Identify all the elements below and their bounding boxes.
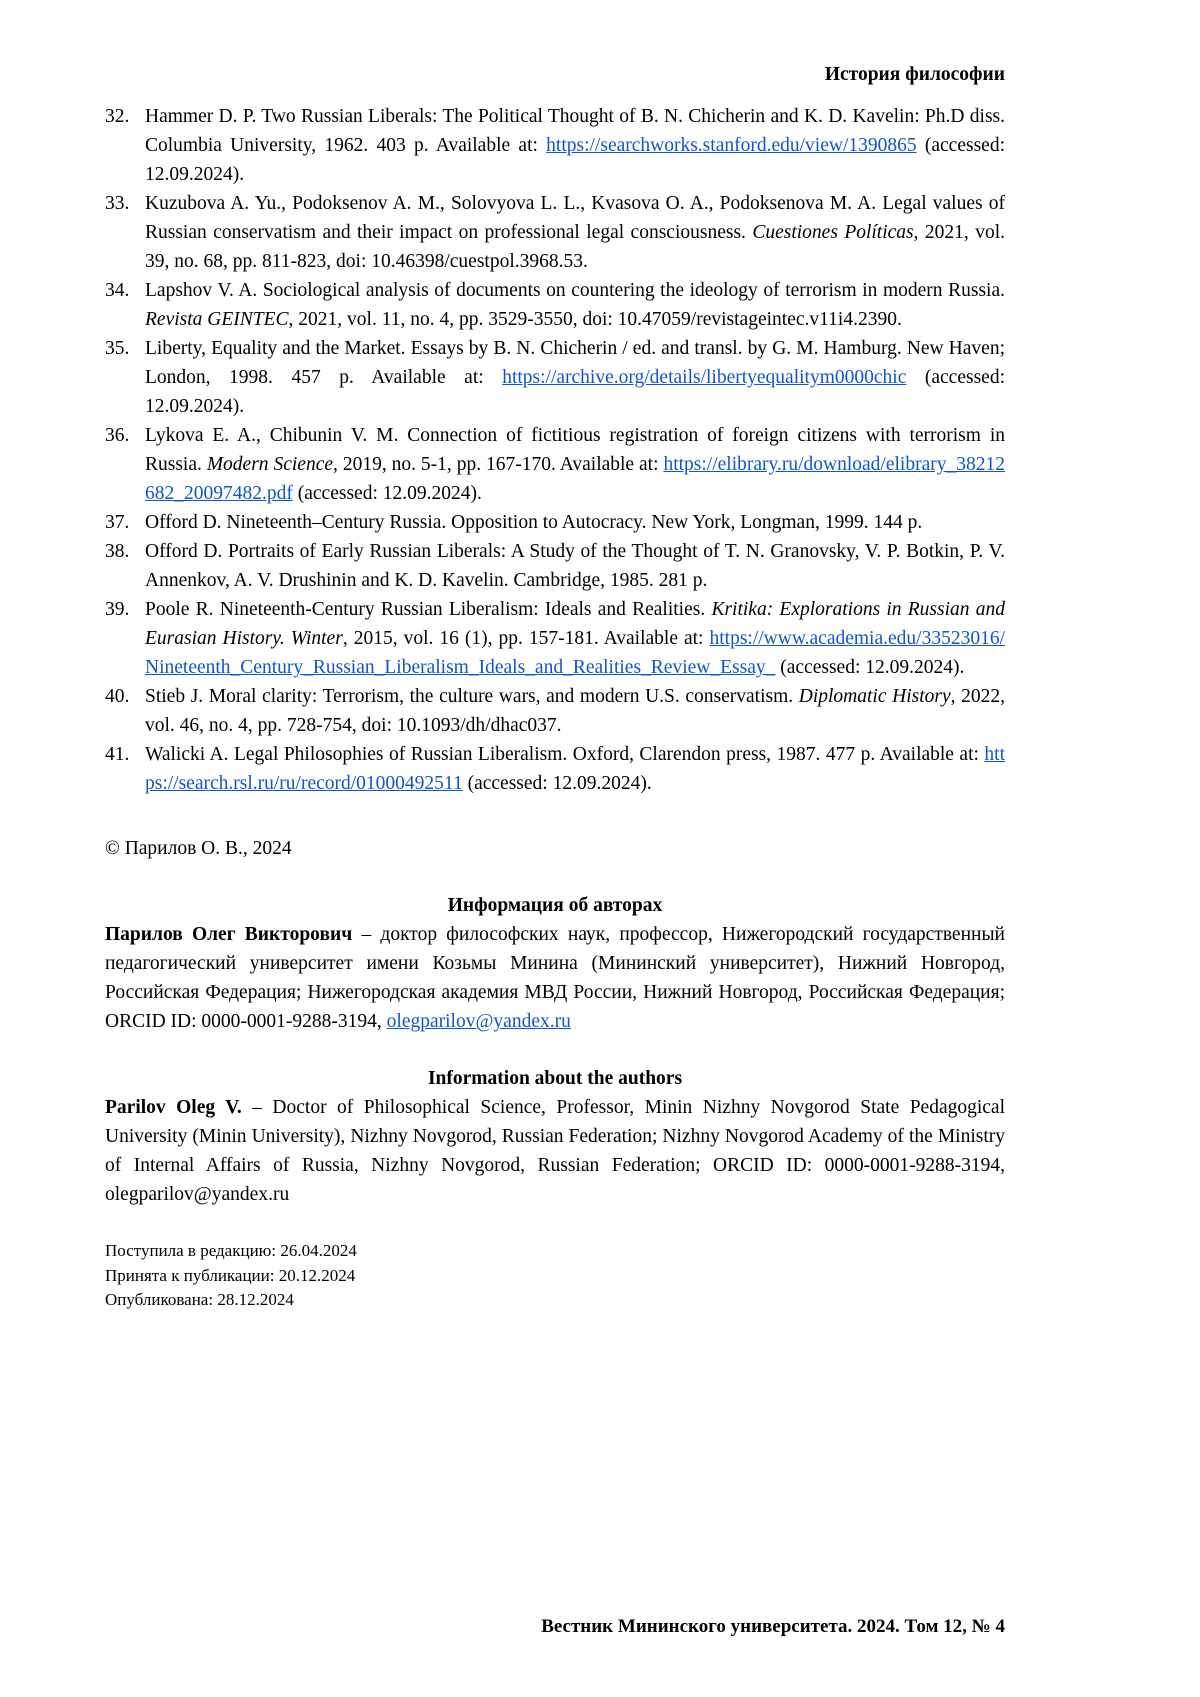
reference-text: (accessed: 12.09.2024). (145, 367, 1005, 417)
journal-title: Revista GEINTEC (145, 309, 289, 330)
reference-link[interactable]: https://archive.org/details/libertyequalitym0000chic (502, 367, 907, 388)
date-received: Поступила в редакцию: 26.04.2024 (105, 1241, 357, 1260)
journal-footer: Вестник Мининского университета. 2024. Том 12, № 4 (541, 1616, 1005, 1637)
reference-text: , 2021, vol. 11, no. 4, pp. 3529-3550, doi: 10.47059/revistageintec.v11i4.2390. (288, 309, 902, 330)
reference-item (105, 276, 1005, 334)
reference-link[interactable]: https://www.academia.edu/33523016/Nineteenth_Century_Russian_Liberalism_Ideals_and_Realities_Review_Essay_ (145, 628, 1005, 678)
author-name-en: Parilov Oleg V. (105, 1097, 242, 1118)
reference-text: Poole R. Nineteenth-Century Russian Liberalism: Ideals and Realities. (145, 599, 712, 620)
reference-item (105, 334, 1005, 421)
reference-link[interactable]: https://search.rsl.ru/ru/record/01000492511 (145, 744, 1005, 794)
reference-link[interactable]: https://elibrary.ru/download/elibrary_38212682_20097482.pdf (145, 454, 1005, 504)
author-bio-en: – Doctor of Philosophical Science, Professor, Minin Nizhny Novgorod State Pedagogical University (Minin University), Nizhny Novgorod, Russian Federation; Nizhny Novgorod Academy of the Ministry of Internal Affairs of Russia, Nizhny Novgorod, Russian Federation; ORCID ID: 0000-0001-9288-3194, olegparilov@yandex.ru (105, 1097, 1006, 1205)
journal-title: Diplomatic History (798, 686, 951, 707)
reference-text: (accessed: 12.09.2024). (775, 657, 965, 678)
reference-link[interactable]: https://searchworks.stanford.edu/view/1390865 (546, 135, 917, 156)
authors-info-heading-ru: Информация об авторах (447, 895, 663, 916)
reference-text: Walicki A. Legal Philosophies of Russian Liberalism. Oxford, Clarendon press, 1987. 477 p. Available at: (145, 744, 985, 765)
reference-text: Liberty, Equality and the Market. Essays by B. N. Chicherin / ed. and transl. by G. M. Hamburg. New Haven; London, 1998. 457 p. Available at: (145, 338, 1005, 388)
reference-item (105, 740, 1005, 798)
date-accepted: Принята к публикации: 20.12.2024 (105, 1265, 356, 1285)
article-dates (105, 1239, 1005, 1313)
reference-number: 35. (105, 338, 130, 359)
journal-title: Cuestiones Políticas (752, 222, 914, 243)
reference-text: , 2022, vol. 46, no. 4, pp. 728-754, doi: 10.1093/dh/dhac037. (145, 686, 1005, 736)
reference-text: Hammer D. P. Two Russian Liberals: The Political Thought of B. N. Chicherin and K. D. Kavelin: Ph.D diss. Columbia University, 1962. 403 p. Available at: (145, 106, 1005, 156)
reference-text: Lykova E. A., Chibunin V. M. Connection of fictitious registration of foreign citizens with terrorism in Russia. (145, 425, 1005, 475)
journal-title: Kritika: Explorations in Russian and Eurasian History. Winter (145, 599, 1006, 649)
reference-text: (accessed: 12.09.2024). (292, 483, 482, 504)
author-email-link[interactable]: olegparilov@yandex.ru (386, 1011, 571, 1032)
copyright-line: © Парилов О. В., 2024 (105, 838, 292, 859)
reference-text: Lapshov V. A. Sociological analysis of documents on countering the ideology of terrorism in modern Russia. (145, 280, 1005, 301)
author-bio-ru: – доктор философских наук, профессор, Нижегородский государственный педагогический университет имени Козьмы Минина (Мининский университет), Нижний Новгород, Российская Федерация; Нижегородская академия МВД России, Нижний Новгород, Российская Федерация; ORCID ID: 0000-0001-9288-3194, (105, 924, 1005, 1032)
reference-text: (accessed: 12.09.2024). (145, 135, 1005, 185)
reference-number: 38. (105, 541, 130, 562)
reference-item (105, 102, 1005, 189)
reference-item (105, 189, 1005, 276)
reference-number: 36. (105, 425, 130, 446)
reference-item (105, 537, 1005, 595)
reference-text: , 2015, vol. 16 (1), pp. 157-181. Available at: (342, 628, 710, 649)
reference-text: Stieb J. Moral clarity: Terrorism, the culture wars, and modern U.S. conservatism. (145, 686, 799, 707)
reference-number: 32. (105, 106, 130, 127)
reference-text: Offord D. Portraits of Early Russian Liberals: A Study of the Thought of T. N. Granovsky, V. P. Botkin, P. V. Annenkov, A. V. Drushinin and K. D. Kavelin. Cambridge, 1985. 281 p. (145, 541, 1005, 591)
authors-info-heading-en: Information about the authors (427, 1068, 683, 1089)
reference-number: 33. (105, 193, 130, 214)
reference-item (105, 682, 1005, 740)
reference-text: , 2021, vol. 39, no. 68, pp. 811-823, doi: 10.46398/cuestpol.3968.53. (145, 222, 1005, 272)
author-name-ru: Парилов Олег Викторович (105, 924, 353, 945)
journal-title: Modern Science (206, 454, 334, 475)
reference-item (105, 595, 1005, 682)
reference-item (105, 508, 1005, 537)
reference-text: Offord D. Nineteenth–Century Russia. Opposition to Autocracy. New York, Longman, 1999. 144 p. (145, 512, 923, 533)
author-info-en (105, 1093, 1005, 1209)
reference-number: 39. (105, 599, 130, 620)
reference-text: Kuzubova A. Yu., Podoksenov A. M., Solovyova L. L., Kvasova O. A., Podoksenova M. A. Legal values of Russian conservatism and their impact on professional legal consciousness. (145, 193, 1005, 243)
reference-number: 40. (105, 686, 130, 707)
author-info-ru (105, 920, 1005, 1036)
reference-text: (accessed: 12.09.2024). (462, 773, 652, 794)
reference-item (105, 421, 1005, 508)
reference-text: , 2019, no. 5-1, pp. 167-170. Available at: (333, 454, 664, 475)
page-content (105, 60, 1005, 1313)
running-head: История философии (824, 64, 1005, 85)
date-published: Опубликована: 28.12.2024 (105, 1290, 294, 1309)
reference-number: 34. (105, 280, 130, 301)
reference-number: 41. (105, 744, 130, 765)
reference-number: 37. (105, 512, 130, 533)
references-list (105, 102, 1005, 798)
